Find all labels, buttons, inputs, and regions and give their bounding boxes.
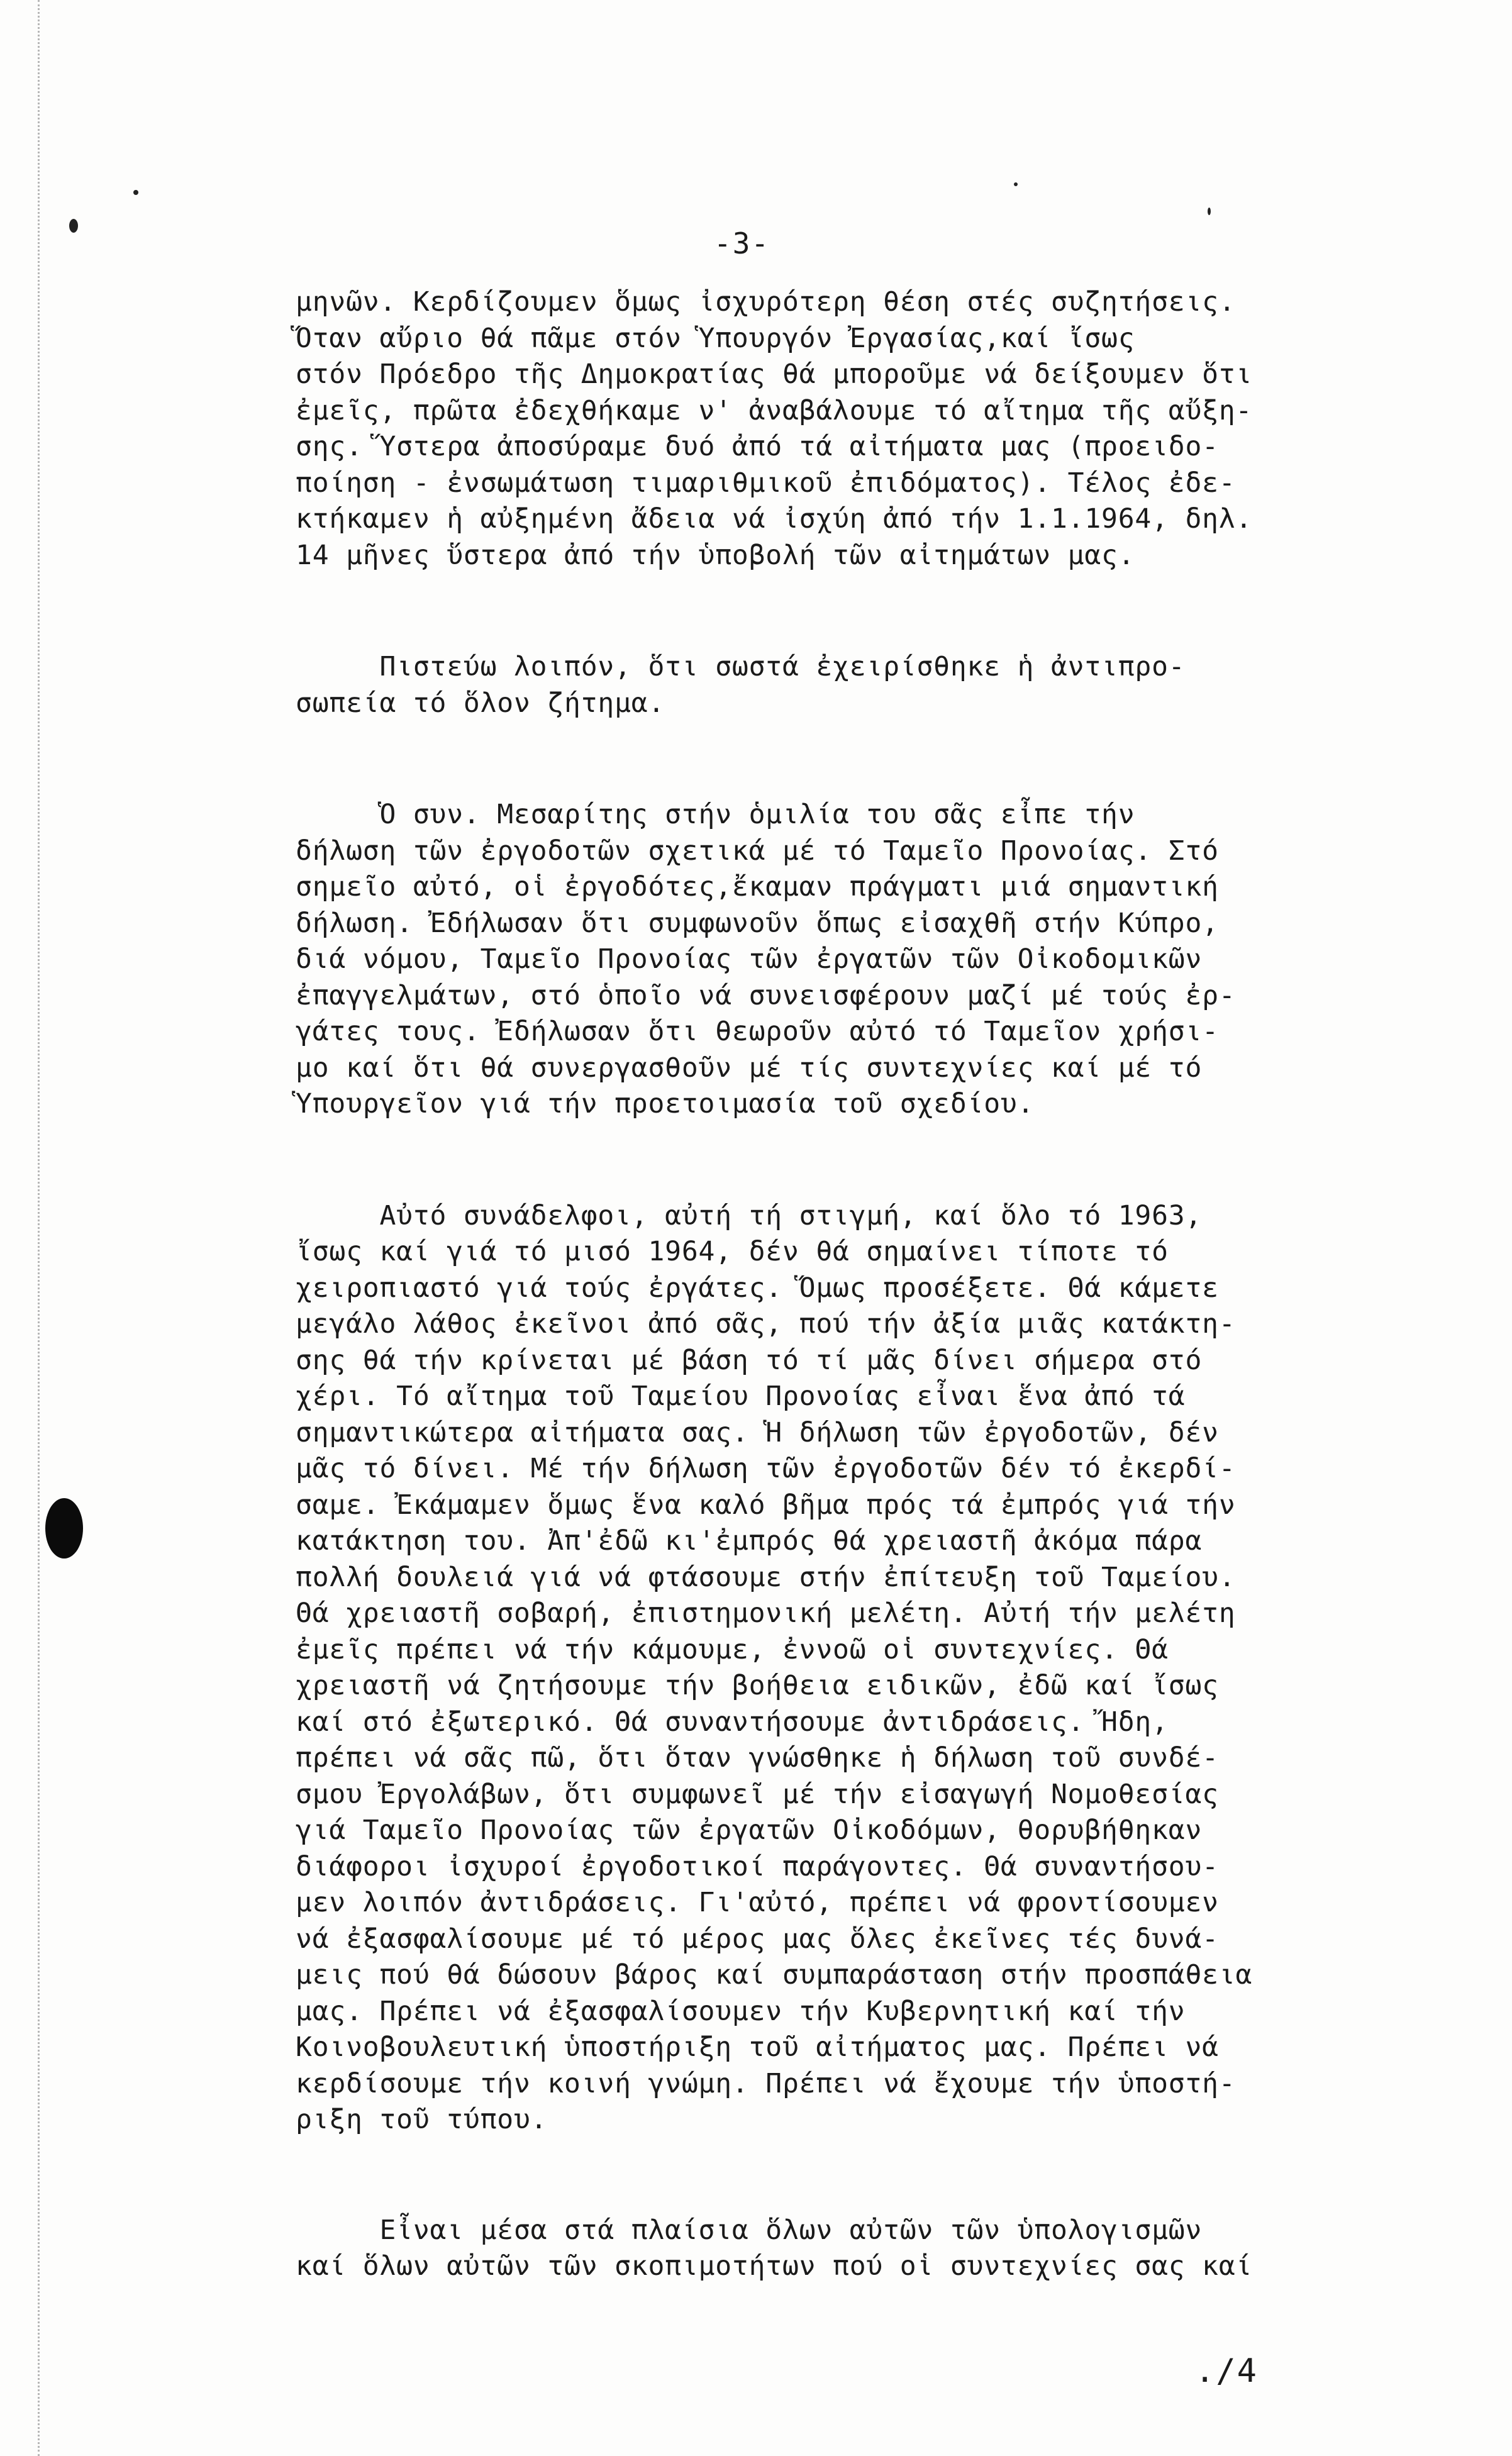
- text-line: σμου Ἐργολάβων, ὅτι συμφωνεῖ μέ τήν εἰσαγωγή Νομοθεσίας: [296, 1778, 1219, 1810]
- text-line: ἴσως καί γιά τό μισό 1964, δέν θά σημαίνει τίποτε τό: [296, 1236, 1169, 1267]
- ink-speck: [69, 219, 78, 233]
- text-line: χειροπιαστό γιά τούς ἐργάτες. Ὅμως προσέξετε. Θά κάμετε: [296, 1272, 1219, 1304]
- text-line: σαμε. Ἐκάμαμεν ὅμως ἕνα καλό βῆμα πρός τά ἐμπρός γιά τήν: [296, 1489, 1236, 1521]
- paragraph-4: [296, 1198, 1415, 2138]
- text-line: σης θά τήν κρίνεται μέ βάση τό τί μᾶς δίνει σήμερα στό: [296, 1344, 1203, 1376]
- text-line: Ὁ συν. Μεσαρίτης στήν ὁμιλία του σᾶς εἶπε τήν: [296, 799, 1135, 830]
- text-line: γάτες τους. Ἐδήλωσαν ὅτι θεωροῦν αὐτό τό Ταμεῖον χρήσι-: [296, 1016, 1219, 1047]
- binder-edge: [0, 0, 40, 2456]
- text-line: σης. Ὕστερα ἀποσύραμε δυό ἀπό τά αἰτήματα μας (προειδο-: [296, 431, 1219, 462]
- text-line: νά ἐξασφαλίσουμε μέ τό μέρος μας ὅλες ἐκεῖνες τές δυνά-: [296, 1923, 1219, 1955]
- text-line: δήλωση. Ἐδήλωσαν ὅτι συμφωνοῦν ὅπως εἰσαχθῆ στήν Κύπρο,: [296, 907, 1219, 939]
- text-line: δήλωση τῶν ἐργοδοτῶν σχετικά μέ τό Ταμεῖο Προνοίας. Στό: [296, 835, 1219, 867]
- continuation-marker: ./4: [1195, 2352, 1258, 2390]
- text-line: μᾶς τό δίνει. Μέ τήν δήλωση τῶν ἐργοδοτῶν δέν τό ἐκερδί-: [296, 1453, 1236, 1484]
- text-line: Ὅταν αὔριο θά πᾶμε στόν Ὑπουργόν Ἐργασίας,καί ἴσως: [296, 322, 1135, 354]
- text-line: πολλή δουλειά γιά νά φτάσουμε στήν ἐπίτευξη τοῦ Ταμείου.: [296, 1561, 1236, 1593]
- text-line: Εἶναι μέσα στά πλαίσια ὅλων αὐτῶν τῶν ὑπολογισμῶν: [296, 2214, 1203, 2246]
- paragraph-5: [296, 2213, 1415, 2285]
- text-line: Ὑπουργεῖον γιά τήν προετοιμασία τοῦ σχεδίου.: [296, 1088, 1035, 1120]
- text-line: διάφοροι ἰσχυροί ἐργοδοτικοί παράγοντες. Θά συναντήσου-: [296, 1850, 1219, 1882]
- text-line: χέρι. Τό αἴτημα τοῦ Ταμείου Προνοίας εἶναι ἕνα ἀπό τά: [296, 1381, 1186, 1412]
- text-line: διά νόμου, Ταμεῖο Προνοίας τῶν ἐργατῶν τῶν Οἰκοδομικῶν: [296, 943, 1203, 975]
- text-line: Θά χρειαστῆ σοβαρή, ἐπιστημονική μελέτη. Αὐτή τήν μελέτη: [296, 1598, 1236, 1629]
- text-line: στόν Πρόεδρο τῆς Δημοκρατίας θά μποροῦμε νά δείξουμεν ὅτι: [296, 358, 1253, 390]
- text-line: κτήκαμεν ἡ αὐξημένη ἄδεια νά ἰσχύη ἀπό τήν 1.1.1964, δηλ.: [296, 503, 1253, 535]
- text-line: καί στό ἐξωτερικό. Θά συναντήσουμε ἀντιδράσεις. Ἤδη,: [296, 1706, 1169, 1738]
- text-line: μας. Πρέπει νά ἐξασφαλίσουμεν τήν Κυβερνητική καί τήν: [296, 1995, 1186, 2027]
- ink-speck: [1014, 182, 1018, 186]
- text-line: μηνῶν. Κερδίζουμεν ὅμως ἰσχυρότερη θέση στές συζητήσεις.: [296, 286, 1236, 318]
- text-line: σωπεία τό ὅλον ζήτημα.: [296, 687, 665, 719]
- text-line: σημεῖο αὐτό, οἱ ἐργοδότες,ἔκαμαν πράγματι μιά σημαντική: [296, 871, 1219, 903]
- text-line: γιά Ταμεῖο Προνοίας τῶν ἐργατῶν Οἰκοδόμων, θορυβήθηκαν: [296, 1814, 1203, 1846]
- text-line: ἐμεῖς πρέπει νά τήν κάμουμε, ἐννοῶ οἱ συντεχνίες. Θά: [296, 1633, 1169, 1665]
- text-line: ριξη τοῦ τύπου.: [296, 2104, 548, 2135]
- ink-speck: [133, 190, 138, 195]
- text-line: σημαντικώτερα αἰτήματα σας. Ἡ δήλωση τῶν ἐργοδοτῶν, δέν: [296, 1416, 1219, 1448]
- ink-speck: [1208, 208, 1211, 215]
- text-line: καί ὅλων αὐτῶν τῶν σκοπιμοτήτων πού οἱ συντεχνίες σας καί: [296, 2250, 1253, 2282]
- paragraph-2: [296, 649, 1415, 721]
- text-line: ἐμεῖς, πρῶτα ἐδεχθήκαμε ν' ἀναβάλουμε τό αἴτημα τῆς αὔξη-: [296, 394, 1253, 426]
- text-line: Πιστεύω λοιπόν, ὅτι σωστά ἐχειρίσθηκε ἡ ἀντιπρο-: [296, 651, 1186, 682]
- text-line: πρέπει νά σᾶς πῶ, ὅτι ὅταν γνώσθηκε ἡ δήλωση τοῦ συνδέ-: [296, 1742, 1219, 1774]
- text-line: Κοινοβουλευτική ὑποστήριξη τοῦ αἰτήματος μας. Πρέπει νά: [296, 2031, 1219, 2063]
- text-line: μο καί ὅτι θά συνεργασθοῦν μέ τίς συντεχνίες καί μέ τό: [296, 1052, 1203, 1084]
- paragraph-3: [296, 797, 1415, 1123]
- text-line: χρειαστῆ νά ζητήσουμε τήν βοήθεια ειδικῶν, ἐδῶ καί ἴσως: [296, 1670, 1219, 1701]
- paragraph-1: [296, 284, 1415, 574]
- text-line: Αὐτό συνάδελφοι, αὐτή τή στιγμή, καί ὅλο τό 1963,: [296, 1199, 1203, 1231]
- text-line: μεις πού θά δώσουν βάρος καί συμπαράσταση στήν προσπάθεια: [296, 1959, 1253, 1991]
- text-line: ἐπαγγελμάτων, στό ὁποῖο νά συνεισφέρουν μαζί μέ τούς ἐρ-: [296, 979, 1236, 1011]
- text-line: κερδίσουμε τήν κοινή γνώμη. Πρέπει νά ἔχουμε τήν ὑποστή-: [296, 2067, 1236, 2099]
- page-number: -3-: [714, 226, 770, 260]
- text-line: μεν λοιπόν ἀντιδράσεις. Γι'αὐτό, πρέπει νά φροντίσουμεν: [296, 1887, 1219, 1918]
- text-line: 14 μῆνες ὕστερα ἀπό τήν ὑποβολή τῶν αἰτημάτων μας.: [296, 539, 1135, 571]
- text-line: ποίηση - ἐνσωμάτωση τιμαριθμικοῦ ἐπιδόματος). Τέλος ἐδε-: [296, 467, 1236, 499]
- text-line: κατάκτηση του. Ἀπ'ἐδῶ κι'ἐμπρός θά χρειαστῆ ἀκόμα πάρα: [296, 1525, 1203, 1557]
- body-text: [296, 284, 1415, 2285]
- punch-hole: [45, 1498, 83, 1559]
- text-line: μεγάλο λάθος ἐκεῖνοι ἀπό σᾶς, πού τήν ἀξία μιᾶς κατάκτη-: [296, 1308, 1236, 1340]
